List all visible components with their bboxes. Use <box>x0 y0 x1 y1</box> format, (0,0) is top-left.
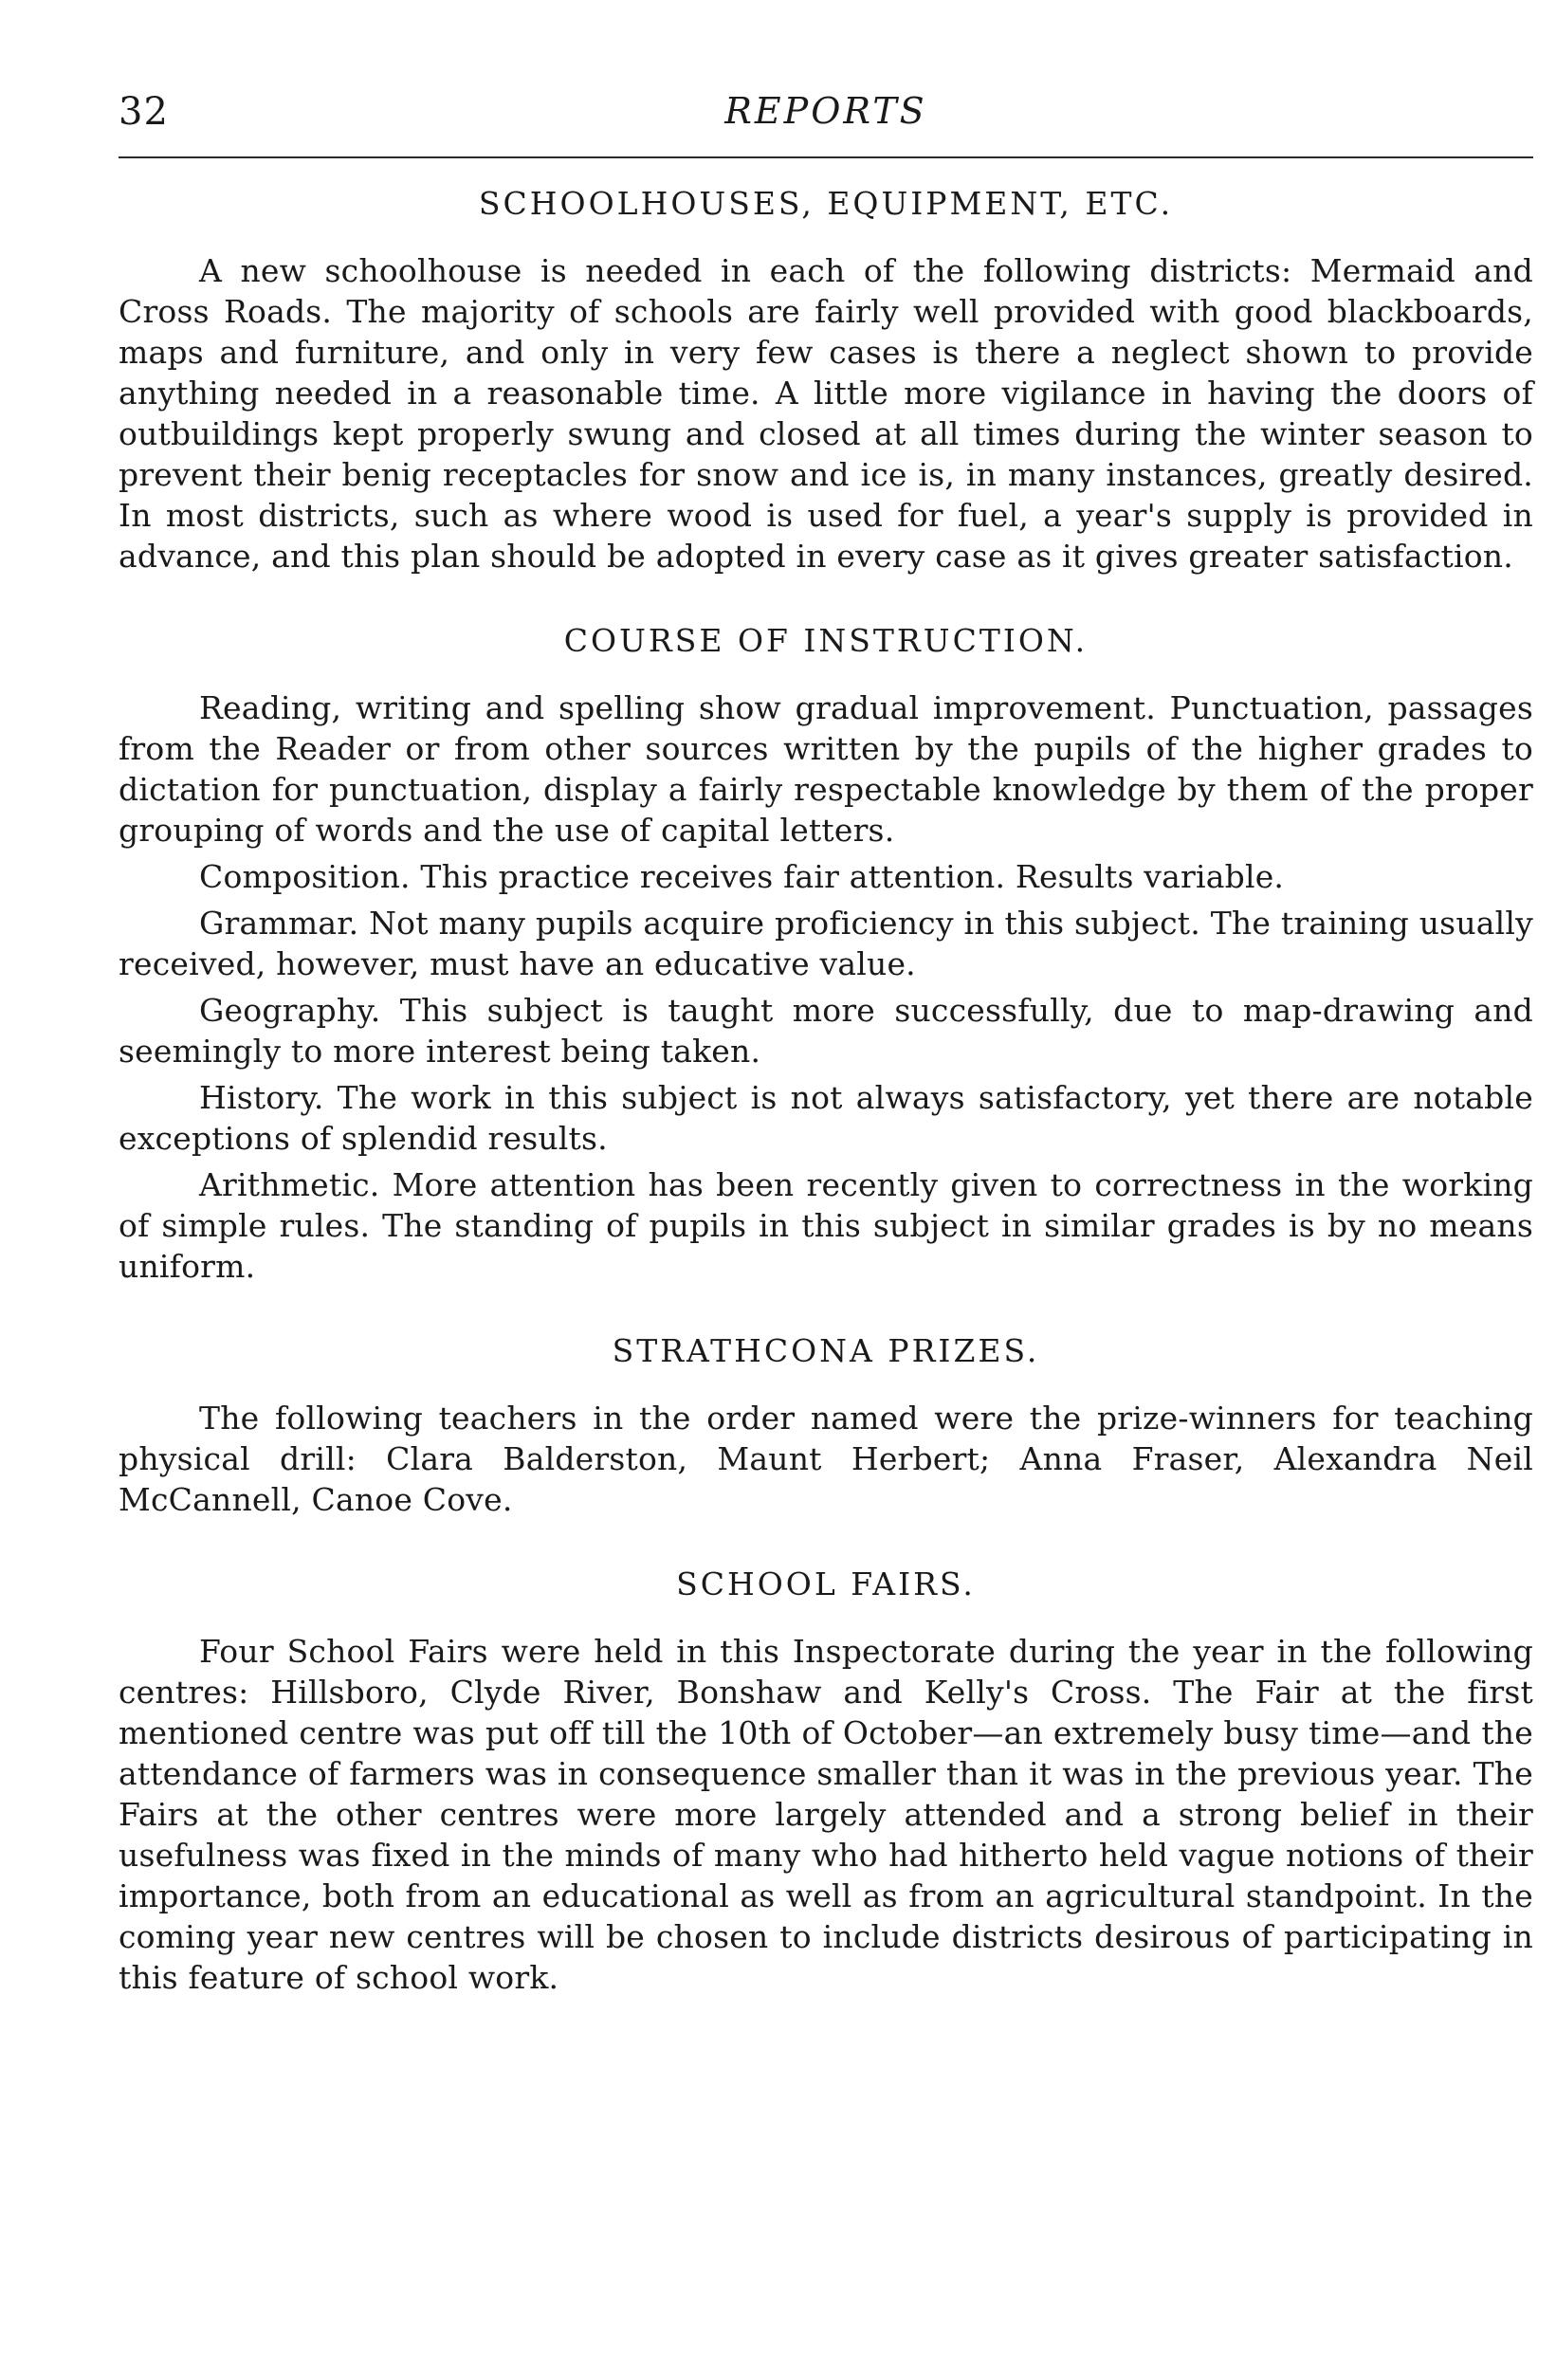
paragraph-strathcona-prizes: The following teachers in the order named were the prize-winners for teaching physical drill: Clara Balderston, Maunt Herbert; Anna Fraser, Alexandra Neil McCannell, Canoe Cove. <box>119 1400 1533 1518</box>
section-heading-school-fairs: SCHOOL FAIRS. <box>676 1565 976 1602</box>
paragraph-composition: Composition. This practice receives fair attention. Results variable. <box>199 858 1285 895</box>
paragraph-school-fairs: Four School Fairs were held in this Inspectorate during the year in the following centres: Hillsboro, Clyde River, Bonshaw and Kelly's Cross. The Fair at the first mentioned centre was put off till the 10th of October—an extremely busy time—and the attendance of farmers was in consequence smaller than it was in the previous year. The Fairs at the other centres were more largely attended and a strong belief in their usefulness was fixed in the minds of many who had hitherto held vague notions of their importance, both from an educational as well as from an agricultural standpoint. In the coming year new centres will be chosen to include districts desirous of participating in this feature of school work. <box>119 1633 1533 1996</box>
paragraph-grammar: Grammar. Not many pupils acquire proficiency in this subject. The training usually received, however, must have an educative value. <box>119 905 1533 982</box>
paragraph-geography: Geography. This subject is taught more successfully, due to map-drawing and seemingly to more interest being taken. <box>119 992 1533 1070</box>
running-head <box>119 90 1533 158</box>
section-heading-schoolhouses: SCHOOLHOUSES, EQUIPMENT, ETC. <box>478 185 1174 222</box>
paragraph-history: History. The work in this subject is not always satisfactory, yet there are notable exceptions of splendid results. <box>119 1079 1533 1157</box>
page-number: 32 <box>119 90 169 134</box>
paragraph-schoolhouses: A new schoolhouse is needed in each of the following districts: Mermaid and Cross Roads. The majority of schools are fairly well provided with good blackboards, maps and furniture, and only in very few cases is there a neglect shown to provide anything needed in a reasonable time. A little more vigilance in having the doors of outbuildings kept properly swung and closed at all times during the winter season to prevent their benig receptacles for snow and ice is, in many instances, greatly desired. In most districts, such as where wood is used for fuel, a year's supply is provided in advance, and this plan should be adopted in every case as it gives greater satisfaction. <box>119 252 1533 575</box>
document-page <box>119 90 1533 1998</box>
section-heading-course-of-instruction: COURSE OF INSTRUCTION. <box>563 622 1089 659</box>
paragraph-reading-writing: Reading, writing and spelling show gradual improvement. Punctuation, passages from the Reader or from other sources written by the pupils of the higher grades to dictation for punctuation, display a fairly respectable knowledge by them of the proper grouping of words and the use of capital letters. <box>119 689 1533 849</box>
running-title: REPORTS <box>724 90 927 132</box>
paragraph-arithmetic: Arithmetic. More attention has been recently given to correctness in the working of simple rules. The standing of pupils in this subject in similar grades is by no means uniform. <box>119 1166 1533 1285</box>
section-heading-strathcona-prizes: STRATHCONA PRIZES. <box>612 1332 1040 1369</box>
